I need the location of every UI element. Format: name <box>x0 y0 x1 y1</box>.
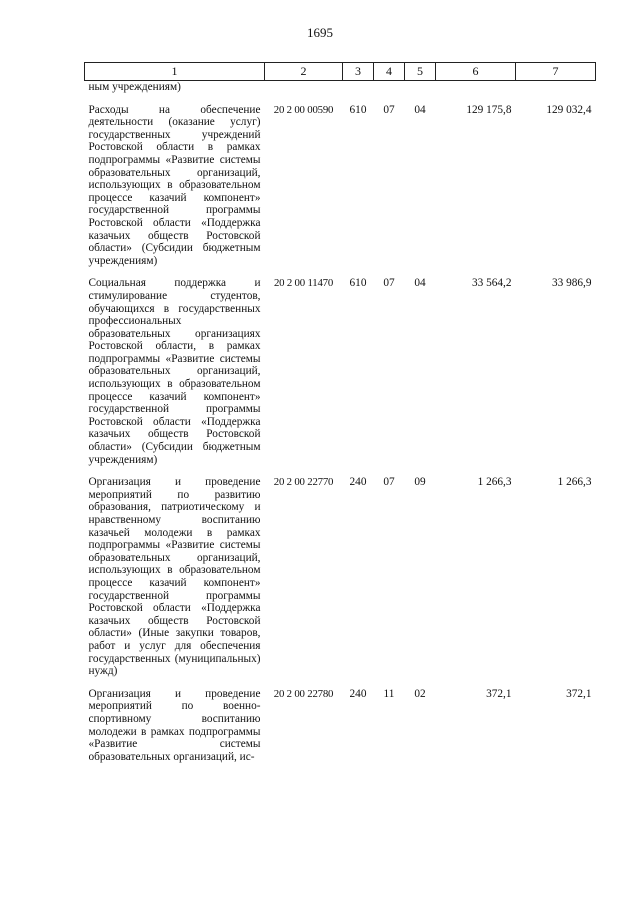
amount-year1: 1 266,3 <box>477 476 512 489</box>
table-row <box>85 688 596 764</box>
expense-type: 610 <box>349 103 367 116</box>
continuation-text: ным учреждениям) <box>88 81 181 93</box>
budget-table <box>84 62 596 763</box>
row-description: Организация и проведение мероприятий по военно-спортивному воспитанию молодежи в рамках подпрограммы «Развитие системы образовательных организаций, ис- <box>88 687 261 763</box>
target-code: 20 2 00 00590 <box>273 103 334 116</box>
column-header: 5 <box>405 63 436 81</box>
expense-type: 610 <box>349 277 367 290</box>
amount-year2: 1 266,3 <box>557 476 592 489</box>
target-code: 20 2 00 11470 <box>273 277 334 290</box>
row-description: Социальная поддержка и стимулирование студентов, обучающихся в государственных профессиональных образовательных организациях Ростовской области, в рамках подпрограммы «Развитие системы образовательных организаций, использующих в образовательном процессе казачий компонент» государственной программы Ростовской области «Поддержка казачьих обществ Ростовской области» (Субсидии бюджетным учреждениям) <box>88 277 261 466</box>
table-header-row <box>85 63 596 81</box>
amount-year1: 372,1 <box>486 687 512 700</box>
column-header: 3 <box>343 63 374 81</box>
table-row <box>85 476 596 678</box>
subsection: 04 <box>414 277 426 290</box>
expense-type: 240 <box>349 476 367 489</box>
section: 07 <box>383 277 395 290</box>
column-header: 1 <box>85 63 265 81</box>
target-code: 20 2 00 22780 <box>273 687 334 700</box>
amount-year1: 33 564,2 <box>471 277 512 290</box>
row-description: Организация и проведение мероприятий по развитию образования, патриотическому и нравственному воспитанию казачьей молодежи в рамках подпрограммы «Развитие системы образовательных организаций, использующих в образовательном процессе казачий компонент» государственной программы Ростовской области «Поддержка казачьих обществ Ростовской области» (Иные закупки товаров, работ и услуг для обеспечения государственных (муниципальных) нужд) <box>88 476 261 678</box>
subsection: 02 <box>414 687 426 700</box>
table-row <box>85 277 596 466</box>
amount-year2: 129 032,4 <box>546 103 592 116</box>
subsection: 04 <box>414 103 426 116</box>
section: 11 <box>383 687 395 700</box>
page-number: 1695 <box>307 25 333 40</box>
column-header: 7 <box>516 63 596 81</box>
amount-year2: 372,1 <box>566 687 592 700</box>
row-description: Расходы на обеспечение деятельности (оказание услуг) государственных учреждений Ростовской области в рамках подпрограммы «Развитие системы образовательных организаций, использующих в образовательном процессе казачий компонент» государственной программы Ростовской области «Поддержка казачьих обществ Ростовской области» (Субсидии бюджетным учреждениям) <box>88 103 261 267</box>
table-row <box>85 104 596 268</box>
column-header: 4 <box>374 63 405 81</box>
column-header: 2 <box>265 63 343 81</box>
continuation-row <box>85 81 596 94</box>
amount-year2: 33 986,9 <box>551 277 592 290</box>
expense-type: 240 <box>349 687 367 700</box>
target-code: 20 2 00 22770 <box>273 476 334 489</box>
column-header: 6 <box>436 63 516 81</box>
section: 07 <box>383 476 395 489</box>
subsection: 09 <box>414 476 426 489</box>
section: 07 <box>383 103 395 116</box>
amount-year1: 129 175,8 <box>466 103 512 116</box>
